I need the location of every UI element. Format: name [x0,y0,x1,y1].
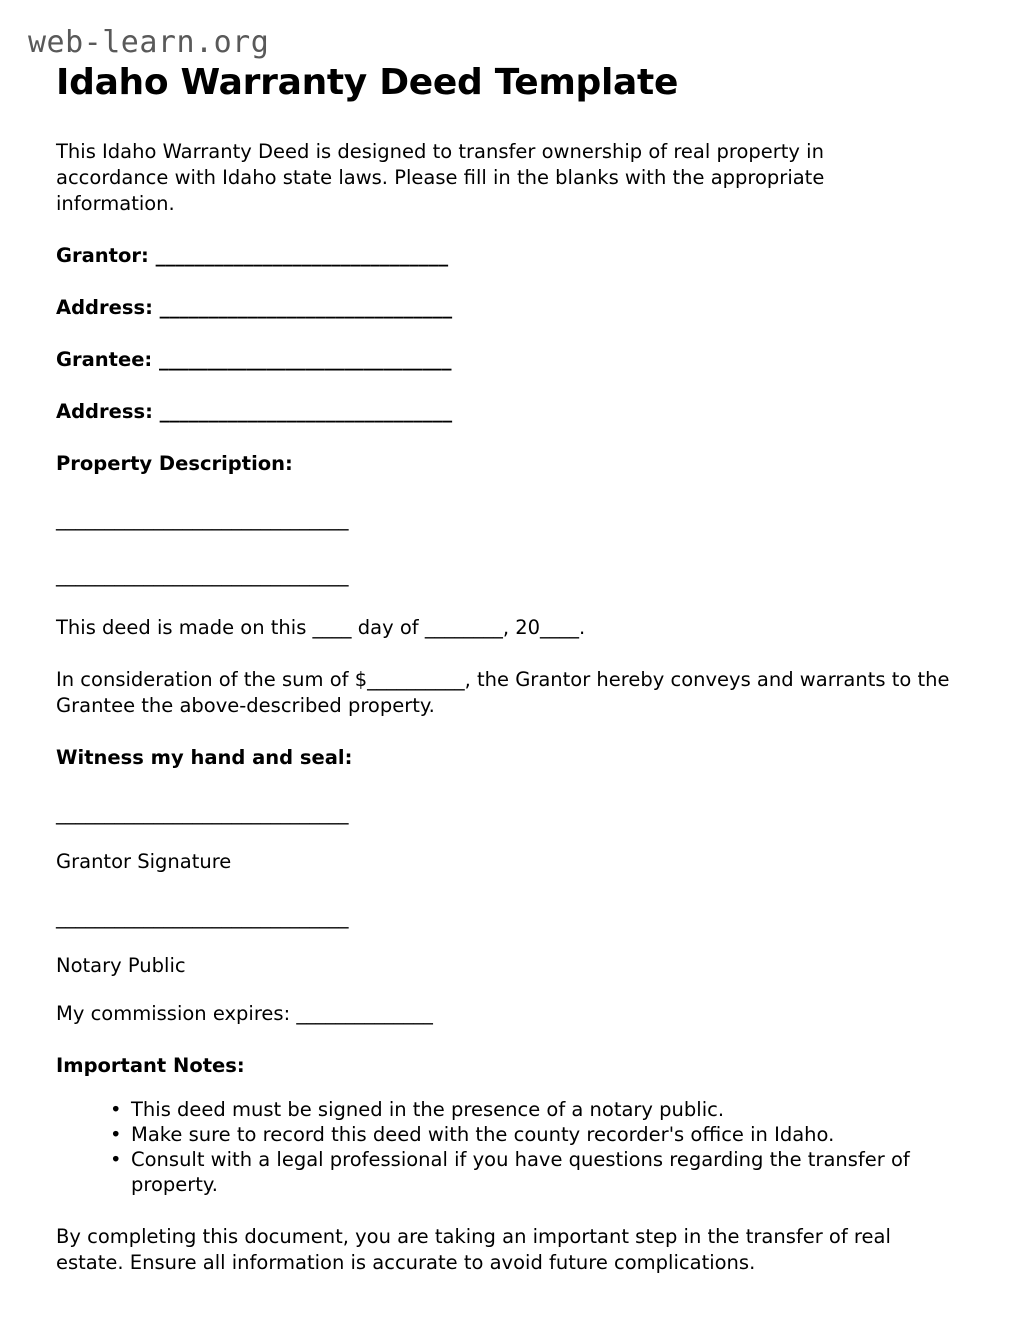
property-description-blank-2[interactable]: ______________________________ [56,564,349,587]
list-item: • Consult with a legal professional if you have questions regarding the transfer of property. [110,1147,961,1197]
grantor-signature-blank[interactable]: ______________________________ [56,802,349,825]
notary-signature-blank[interactable]: ______________________________ [56,906,349,929]
document-content [28,25,960,1296]
consideration-clause: In consideration of the sum of $__________, the Grantor hereby conveys and warrants to the Grantee the above-described property. [56,668,950,717]
field-grantor-address [56,295,960,321]
witness-heading: Witness my hand and seal: [56,746,353,769]
field-grantor-address-label: Address: [56,296,153,319]
list-item: • This deed must be signed in the presence of a notary public. [110,1097,961,1122]
grantor-signature-caption: Grantor Signature [56,850,232,873]
property-description-label: Property Description: [56,452,293,475]
field-grantee-address-label: Address: [56,400,153,423]
field-grantor-blank[interactable]: ______________________________ [148,244,449,267]
date-clause: This deed is made on this ____ day of ________, 20____. [56,616,586,639]
page-title: Idaho Warranty Deed Template [56,62,679,103]
field-grantor-address-blank[interactable]: ______________________________ [152,296,453,319]
property-description-blank-1[interactable]: ______________________________ [56,508,349,531]
site-watermark: web-learn.org [28,25,270,60]
list-item: • Make sure to record this deed with the county recorder's office in Idaho. [110,1122,961,1147]
important-notes-list [56,1097,960,1197]
field-grantee-address [56,399,960,425]
field-grantor-label: Grantor: [56,244,149,267]
commission-expires-line[interactable]: My commission expires: ______________ [56,1002,433,1025]
closing-paragraph: By completing this document, you are taking an important step in the transfer of real estate. Ensure all information is accurate to avoid future complications. [56,1225,891,1274]
field-grantee-address-blank[interactable]: ______________________________ [152,400,453,423]
field-grantee-label: Grantee: [56,348,153,371]
important-notes-heading: Important Notes: [56,1054,245,1077]
notary-public-caption: Notary Public [56,954,186,977]
field-grantee-blank[interactable]: ______________________________ [152,348,452,371]
field-grantee [56,347,960,373]
field-grantor [56,243,960,269]
intro-paragraph: This Idaho Warranty Deed is designed to transfer ownership of real property in accordance with Idaho state laws. Please fill in the blanks with the appropriate information. [56,140,825,215]
